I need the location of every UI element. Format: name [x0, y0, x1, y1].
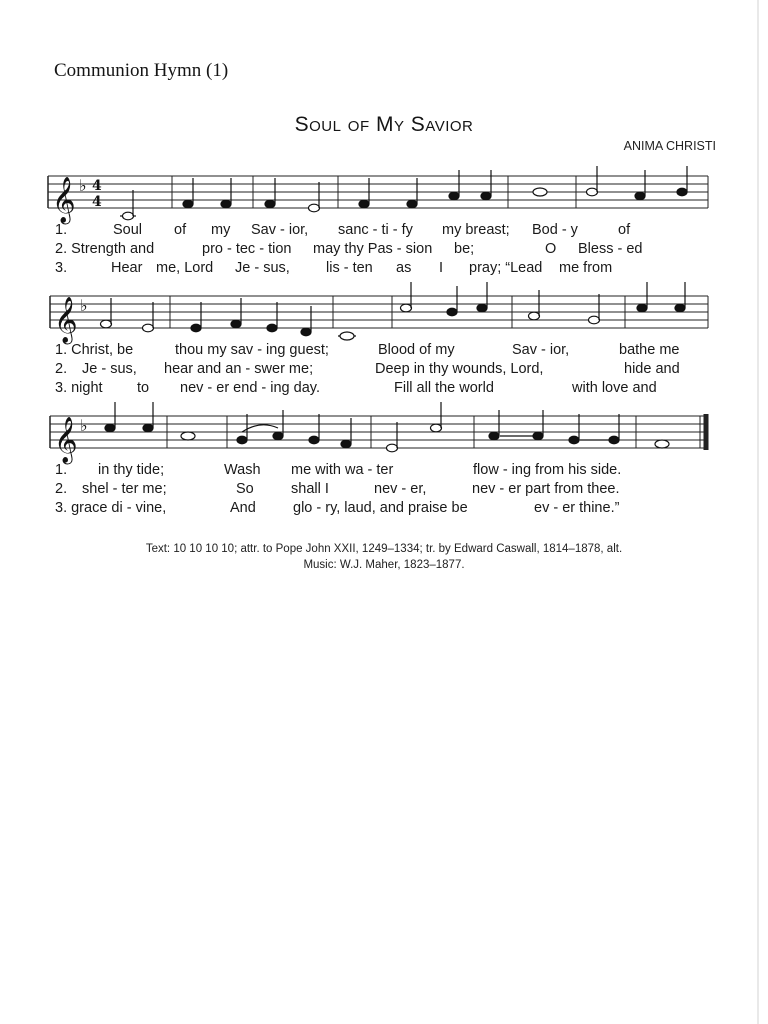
- lyric-syllable: may thy Pas - sion: [313, 241, 433, 257]
- lyric-line-s1-v2: [55, 241, 705, 257]
- lyric-syllable: 3. grace di - vine,: [55, 500, 167, 516]
- lyric-syllable: pray; “Lead: [469, 260, 543, 276]
- credits: [0, 541, 768, 573]
- lyric-syllable: 1.: [55, 222, 68, 238]
- staff-system-1: [48, 176, 708, 208]
- lyric-syllable: me with wa - ter: [291, 462, 394, 478]
- lyric-syllable: Bless - ed: [578, 241, 643, 257]
- lyric-syllable: with love and: [572, 380, 657, 396]
- flat-key-signature-2: ♭: [80, 296, 88, 315]
- flat-key-signature-1: ♭: [79, 176, 87, 195]
- svg-text:4: 4: [92, 194, 102, 210]
- lyric-syllable: lis - ten: [326, 260, 373, 276]
- lyric-syllable: Blood of my: [378, 342, 455, 358]
- flat-key-signature-3: ♭: [80, 416, 88, 435]
- lyric-line-s3-v3: [55, 500, 705, 516]
- lyric-syllable: So: [236, 481, 254, 497]
- lyric-syllable: of: [618, 222, 631, 238]
- lyric-syllable: in thy tide;: [98, 462, 165, 478]
- lyric-syllable: flow - ing from his side.: [473, 462, 622, 478]
- lyric-syllable: my breast;: [442, 222, 510, 238]
- lyric-syllable: me from: [559, 260, 613, 276]
- lyric-syllable: nev - er part from thee.: [472, 481, 620, 497]
- lyric-line-s3-v2: [55, 481, 705, 497]
- lyric-syllable: ev - er thine.”: [534, 500, 620, 516]
- lyric-syllable: shall I: [291, 481, 329, 497]
- tune-name: ANIMA CHRISTI: [623, 139, 716, 153]
- lyric-syllable: shel - ter me;: [82, 481, 167, 497]
- lyric-syllable: I: [439, 260, 444, 276]
- lyric-line-s2-v1: [55, 342, 705, 358]
- lyric-syllable: 2.: [55, 361, 68, 377]
- lyric-syllable: hear and an - swer me;: [164, 361, 314, 377]
- treble-clef-icon-3: 𝄞: [54, 417, 78, 463]
- notes-system-1: [120, 166, 687, 220]
- lyric-syllable: me, Lord: [156, 260, 214, 276]
- lyric-syllable: hide and: [624, 361, 680, 377]
- lyric-line-s1-v1: [55, 222, 705, 238]
- lyric-syllable: 2.: [55, 481, 68, 497]
- lyric-syllable: Je - sus,: [82, 361, 137, 377]
- lyric-syllable: glo - ry, laud, and praise be: [293, 500, 468, 516]
- lyric-syllable: Deep in thy wounds, Lord,: [375, 361, 544, 377]
- lyric-syllable: Hear: [111, 260, 143, 276]
- lyric-syllable: Wash: [224, 462, 261, 478]
- lyric-line-s2-v2: [55, 361, 705, 377]
- lyric-syllable: 3.: [55, 260, 68, 276]
- svg-text:𝄞: 𝄞: [52, 177, 76, 223]
- lyric-syllable: Je - sus,: [235, 260, 290, 276]
- hymn-title: Soul of My Savior: [294, 113, 474, 136]
- svg-text:4: 4: [92, 178, 102, 194]
- notes-system-3: [105, 402, 669, 452]
- lyric-syllable: my: [211, 222, 231, 238]
- lyric-syllable: sanc - ti - fy: [338, 222, 413, 238]
- lyric-syllable: as: [396, 260, 412, 276]
- lyric-line-s2-v3: [55, 380, 705, 396]
- treble-clef-icon-2: 𝄞: [54, 297, 78, 343]
- lyric-syllable: Soul: [113, 222, 143, 238]
- text-credit: Text: 10 10 10 10; attr. to Pope John XXII, 1249–1334; tr. by Edward Caswall, 1814–1878, alt.: [145, 543, 623, 555]
- lyric-syllable: 2. Strength and: [55, 241, 155, 257]
- notes-system-2: [101, 282, 686, 340]
- staff-system-2: [50, 296, 708, 328]
- lyric-syllable: Fill all the world: [394, 380, 494, 396]
- lyric-syllable: pro - tec - tion: [202, 241, 292, 257]
- lyric-syllable: be;: [454, 241, 475, 257]
- time-signature: [92, 178, 102, 210]
- music-credit: Music: W.J. Maher, 1823–1877.: [303, 559, 465, 571]
- lyric-syllable: 1.: [55, 462, 68, 478]
- section-label: Communion Hymn (1): [54, 60, 229, 81]
- lyric-syllable: 3. night: [55, 380, 103, 396]
- lyric-syllable: Bod - y: [532, 222, 578, 238]
- lyric-syllable: Sav - ior,: [512, 342, 570, 358]
- lyric-syllable: nev - er end - ing day.: [180, 380, 320, 396]
- lyric-syllable: of: [174, 222, 187, 238]
- treble-clef-icon-1: [52, 177, 76, 225]
- lyric-syllable: And: [230, 500, 256, 516]
- lyric-syllable: 1. Christ, be: [55, 342, 134, 358]
- lyric-syllable: O: [545, 241, 557, 257]
- lyric-syllable: bathe me: [619, 342, 680, 358]
- lyric-syllable: thou my sav - ing guest;: [175, 342, 329, 358]
- lyric-line-s3-v1: [55, 462, 705, 478]
- lyric-syllable: nev - er,: [374, 481, 427, 497]
- lyric-line-s1-v3: [55, 260, 705, 276]
- lyric-syllable: Sav - ior,: [251, 222, 309, 238]
- lyric-syllable: to: [137, 380, 150, 396]
